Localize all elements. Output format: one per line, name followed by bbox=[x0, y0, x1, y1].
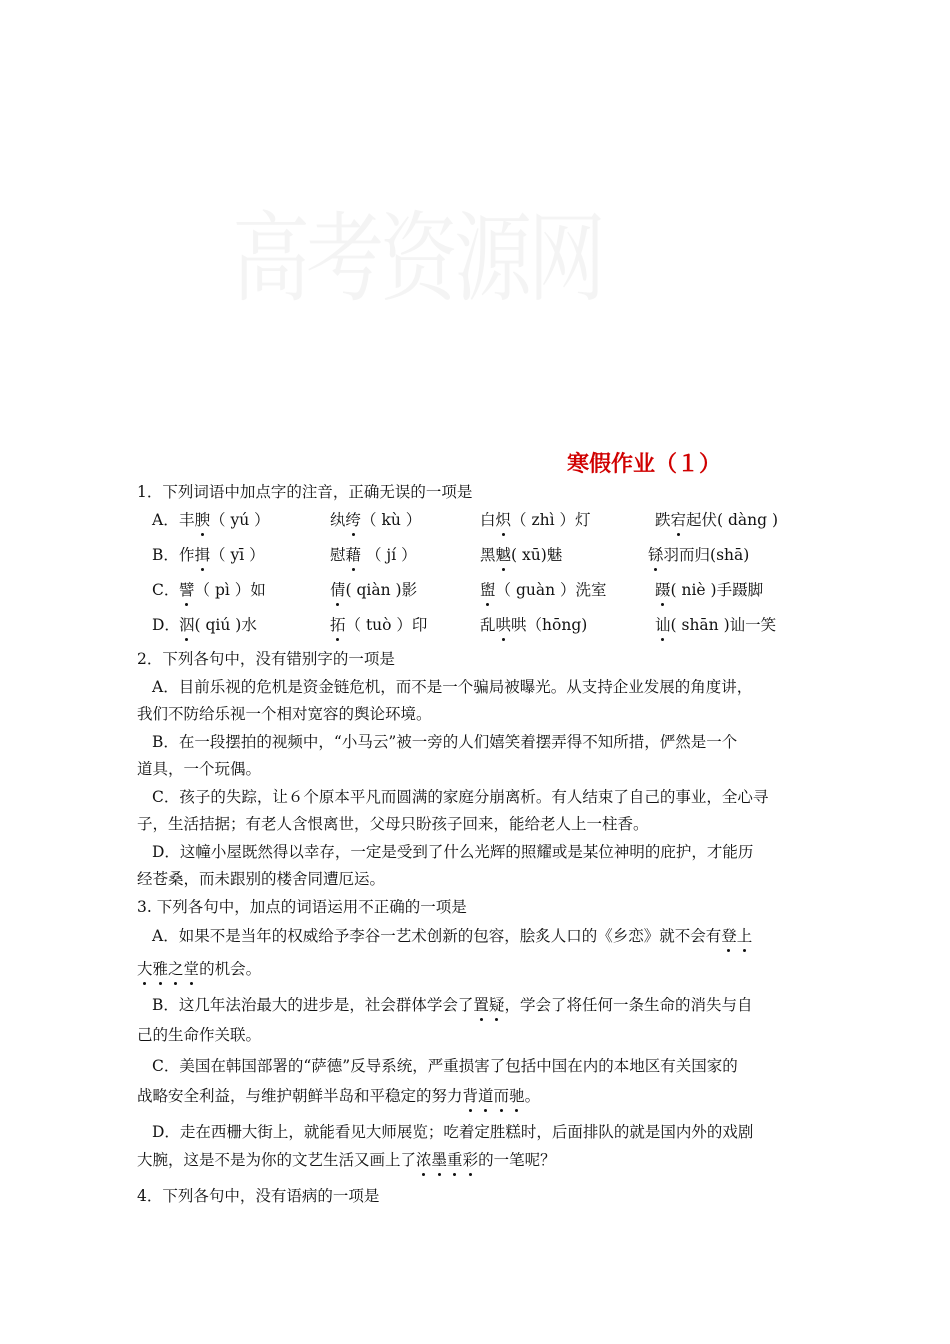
q3-option-a-line1: A．如果不是当年的权威给予李谷一艺术创新的包容，脍炙人口的《乡恋》就不会有登上 bbox=[152, 927, 753, 945]
q2-option-c-line2: 子，生活拮据；有老人含恨离世，父母只盼孩子回来，能给老人上一柱香。 bbox=[137, 815, 649, 833]
q4-stem: 4．下列各句中，没有语病的一项是 bbox=[137, 1187, 380, 1205]
q2-option-b-line1: B．在一段摆拍的视频中，“小马云”被一旁的人们嬉笑着摆弄得不知所措，俨然是一个 bbox=[152, 733, 738, 751]
q1-a-item-3: 白炽（ zhì ）灯 bbox=[480, 511, 591, 529]
q1-d-item-1: 泅( qiú )水 bbox=[179, 616, 257, 634]
q2-stem: 2．下列各句中，没有错别字的一项是 bbox=[137, 650, 395, 668]
q3-stem: 3. 下列各句中，加点的词语运用不正确的一项是 bbox=[137, 898, 467, 916]
q1-label-a: A． bbox=[152, 511, 179, 529]
page-title: 寒假作业（１） bbox=[567, 452, 722, 477]
q1-b-item-4: 铩羽而归(shā) bbox=[648, 546, 750, 564]
q1-c-item-3: 盥（ guàn ）洗室 bbox=[480, 581, 607, 599]
q1-d-item-4: 讪( shān )讪一笑 bbox=[655, 616, 777, 634]
q2-option-a-line1: A．目前乐视的危机是资金链危机，而不是一个骗局被曝光。从支持企业发展的角度讲， bbox=[152, 678, 753, 696]
q1-label-d: D． bbox=[152, 616, 180, 634]
q1-a-item-1: 丰腴（ yú ） bbox=[179, 511, 270, 529]
q2-option-b-line2: 道具，一个玩偶。 bbox=[137, 760, 262, 778]
q3-option-a-line2: 大雅之堂的机会。 bbox=[137, 960, 262, 978]
q3-option-d-line2: 大腕，这是不是为你的文艺生活又画上了浓墨重彩的一笔呢？ bbox=[137, 1151, 556, 1169]
q1-c-item-1: 譬（ pì ）如 bbox=[179, 581, 266, 599]
q1-stem: 1．下列词语中加点字的注音，正确无误的一项是 bbox=[137, 483, 473, 501]
q1-b-item-2: 慰藉 （ jí ） bbox=[330, 546, 417, 564]
q1-a-item-2: 纨绔（ kù ） bbox=[330, 511, 422, 529]
q3-option-b-line1: B．这几年法治最大的进步是，社会群体学会了置疑，学会了将任何一条生命的消失与自 bbox=[152, 996, 753, 1014]
q1-d-item-3: 乱哄哄（hōng) bbox=[480, 616, 588, 634]
q1-b-item-3: 黑魆( xū)魅 bbox=[480, 546, 563, 564]
q1-a-item-4: 跌宕起伏( dàng ) bbox=[655, 511, 779, 529]
q1-b-item-1: 作揖（ yī ） bbox=[179, 546, 265, 564]
q2-option-d-line1: D．这幢小屋既然得以幸存，一定是受到了什么光辉的照耀或是某位神明的庇护，才能历 bbox=[152, 843, 754, 861]
q1-label-c: C． bbox=[152, 581, 180, 599]
q3-option-b-line2: 己的生命作关联。 bbox=[137, 1026, 262, 1044]
q1-d-item-2: 拓（ tuò ）印 bbox=[330, 616, 428, 634]
q3-option-c-line2: 战略安全利益，与维护朝鲜半岛和平稳定的努力背道而驰。 bbox=[137, 1087, 541, 1105]
q3-option-c-line1: C．美国在韩国部署的“萨德”反导系统，严重损害了包括中国在内的本地区有关国家的 bbox=[152, 1057, 738, 1075]
watermark bbox=[232, 135, 562, 385]
q2-option-a-line2: 我们不防给乐视一个相对宽容的舆论环境。 bbox=[137, 705, 432, 723]
q1-c-item-2: 倩( qiàn )影 bbox=[330, 581, 418, 599]
q1-label-b: B． bbox=[152, 546, 179, 564]
q2-option-c-line1: C．孩子的失踪，让６个原本平凡而圆满的家庭分崩离析。有人结束了自己的事业，全心寻 bbox=[152, 788, 769, 806]
q3-option-d-line1: D．走在西栅大街上，就能看见大师展览；吃着定胜糕时，后面排队的就是国内外的戏剧 bbox=[152, 1123, 754, 1141]
q2-option-d-line2: 经苍桑，而未跟别的楼舍同遭厄运。 bbox=[137, 870, 386, 888]
q1-c-item-4: 蹑( niè )手蹑脚 bbox=[655, 581, 764, 599]
